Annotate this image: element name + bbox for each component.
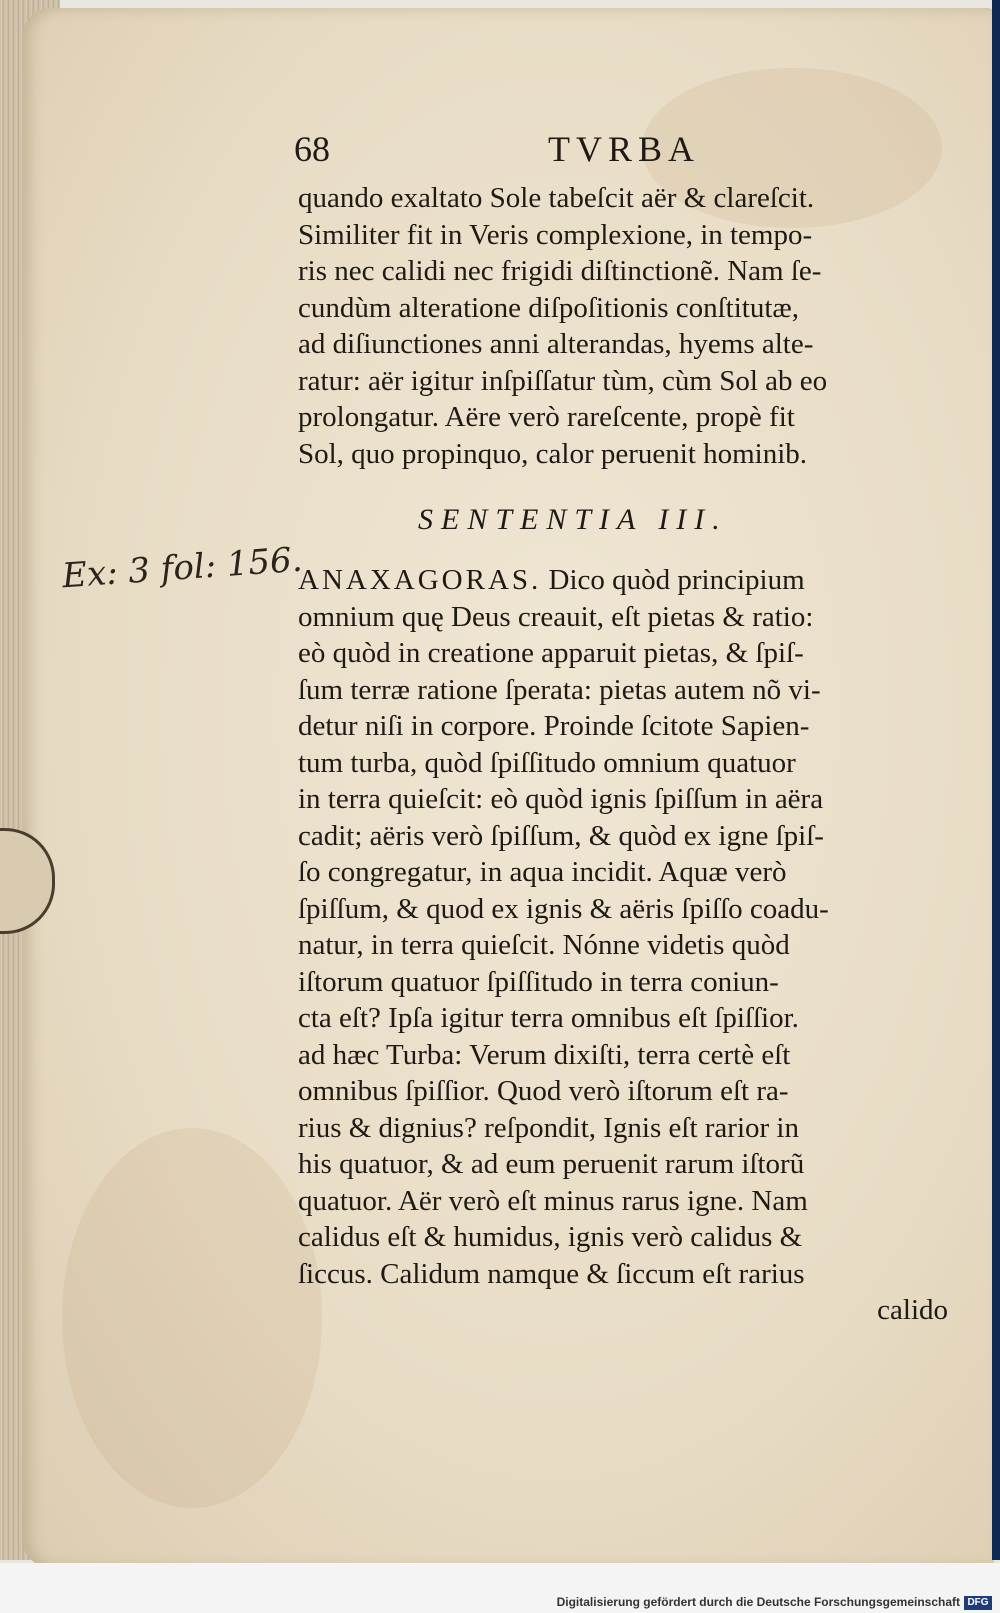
text-line: ſpiſſum, & quod ex ignis & aëris ſpiſſo coadu- xyxy=(298,892,829,925)
binding-strip xyxy=(992,0,1000,1560)
text-block xyxy=(294,120,948,1329)
running-head: TVRBA xyxy=(548,129,701,169)
footer-bar xyxy=(0,1563,1000,1613)
text-line: ſo congregatur, in aqua incidit. Aquæ verò xyxy=(298,856,787,888)
text-line: eò quòd in creatione apparuit pietas, & ſpiſ- xyxy=(298,637,804,669)
page-header xyxy=(294,120,948,180)
text-line: tum turba, quòd ſpiſſitudo omnium quatuor xyxy=(298,746,796,779)
text-line: quatuor. Aër verò eſt minus rarus igne. Nam xyxy=(298,1184,808,1217)
dfg-logo-icon: DFG xyxy=(964,1596,992,1610)
paper-stain xyxy=(62,1128,322,1508)
text-line: cadit; aëris verò ſpiſſum, & quòd ex igne ſpiſ- xyxy=(298,819,824,852)
funding-credit: Digitalisierung gefördert durch die Deutsche Forschungsgemeinschaft xyxy=(556,1595,960,1609)
text-line: cundùm alteratione diſpoſitionis conſtitutæ, xyxy=(298,291,799,324)
text-line: Similiter fit in Veris complexione, in tempo- xyxy=(298,218,813,251)
text-line: rius & dignius? reſpondit, Ignis eſt rarior in xyxy=(298,1111,799,1144)
text-line: natur, in terra quieſcit. Nónne videtis quòd xyxy=(298,929,790,961)
text-line: his quatuor, & ad eum peruenit rarum iſtorũ xyxy=(298,1148,805,1180)
paragraph-body xyxy=(298,562,948,1329)
text-line: ratur: aër igitur inſpiſſatur tùm, cùm Sol ab eo xyxy=(298,364,828,397)
text-line: Sol, quo propinquo, calor peruenit hominib. xyxy=(298,437,808,470)
text-line: prolongatur. Aëre verò rareſcente, propè fit xyxy=(298,401,795,433)
speaker-name: ANAXAGORAS. xyxy=(298,564,542,596)
text-line: quando exaltato Sole tabeſcit aër & clareſcit. xyxy=(298,182,815,214)
text-line: ſiccus. Calidum namque & ſiccum eſt rarius xyxy=(298,1257,805,1290)
text-line: omnium quę Deus creauit, eſt pietas & ratio: xyxy=(298,600,814,633)
text-line: iſtorum quatuor ſpiſſitudo in terra coniun- xyxy=(298,965,779,998)
text-line: ris nec calidi nec frigidi diſtinctionẽ. Nam ſe- xyxy=(298,255,822,287)
text-line-first xyxy=(298,562,948,599)
catchword: calido xyxy=(877,1294,948,1326)
text-line: ſum terræ ratione ſperata: pietas autem nõ vi- xyxy=(298,673,821,706)
margin-annotation: Ex: 3 fol: 156. xyxy=(60,539,304,597)
text-line: in terra quieſcit: eò quòd ignis ſpiſſum in aëra xyxy=(298,783,824,815)
text-line: ad hæc Turba: Verum dixiſti, terra certè eſt xyxy=(298,1038,791,1071)
text-line: ad diſiunctiones anni alterandas, hyems alte- xyxy=(298,328,814,360)
text-line: cta eſt? Ipſa igitur terra omnibus eſt ſpiſſior. xyxy=(298,1002,799,1034)
text-line: omnibus ſpiſſior. Quod verò iſtorum eſt ra- xyxy=(298,1075,789,1107)
page-number: 68 xyxy=(294,129,330,169)
section-heading: SENTENTIA III. xyxy=(418,503,728,536)
text-line: detur niſi in corpore. Proinde ſcitote Sapien- xyxy=(298,710,810,742)
first-line-text: Dico quòd principium xyxy=(548,564,805,596)
text-line: calidus eſt & humidus, ignis verò calidus & xyxy=(298,1221,803,1253)
paragraph-top xyxy=(298,180,948,472)
